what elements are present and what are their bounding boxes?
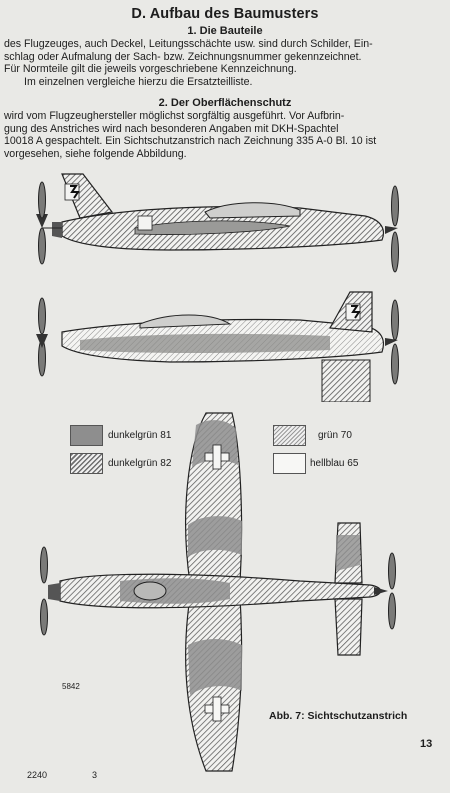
section-heading-oberflaechenschutz: 2. Der Oberflächenschutz — [158, 97, 292, 109]
text-line: Für Normteile gilt die jeweils vorgeschriebene Kennzeichnung. — [4, 63, 297, 76]
text-line: des Flugzeuges, auch Deckel, Leitungsschächte usw. sind durch Schilder, Ein- — [4, 38, 373, 50]
text-line: Im einzelnen vergleiche hierzu die Ersatzteilliste. — [24, 75, 253, 88]
text-line: vorgesehen, siehe folgende Abbildung. — [4, 147, 187, 160]
drawing-number: 5842 — [62, 682, 80, 691]
section-oberflaechenschutz-text — [4, 110, 442, 160]
legend-label-hellblau-65: hellblau 65 — [310, 458, 359, 469]
page-number: 13 — [420, 738, 433, 750]
text-line: schlag oder Aufmalung der Sach- bzw. Zeichnungsnummer gekennzeichnet. — [4, 50, 362, 63]
figure-caption: Abb. 7: Sichtschutzanstrich — [269, 710, 408, 722]
section-bauteile-text — [4, 38, 442, 88]
footer-code: 2240 — [27, 770, 48, 780]
side-view-lower — [36, 292, 399, 402]
text-line: 10018 A gespachtelt. Ein Sichtschutzanstrich nach Zeichnung 335 A-0 Bl. 10 ist — [4, 135, 377, 148]
side-view-upper — [36, 174, 399, 272]
section-heading-bauteile: 1. Die Bauteile — [187, 25, 263, 37]
text-line: wird vom Flugzeughersteller möglichst sorgfältig ausgeführt. Vor Aufbrin- — [4, 110, 345, 122]
legend-label-gruen-70: grün 70 — [318, 430, 352, 441]
legend-label-dunkelgruen-81: dunkelgrün 81 — [108, 430, 172, 441]
legend-label-dunkelgruen-82: dunkelgrün 82 — [108, 458, 172, 469]
page-title: D. Aufbau des Baumusters — [131, 6, 319, 22]
footer-code-secondary: 3 — [92, 770, 98, 780]
aircraft-side-view-illustration — [0, 170, 450, 402]
text-line: gung des Anstriches wird nach besonderen Angaben mit DKH-Spachtel — [4, 122, 339, 135]
